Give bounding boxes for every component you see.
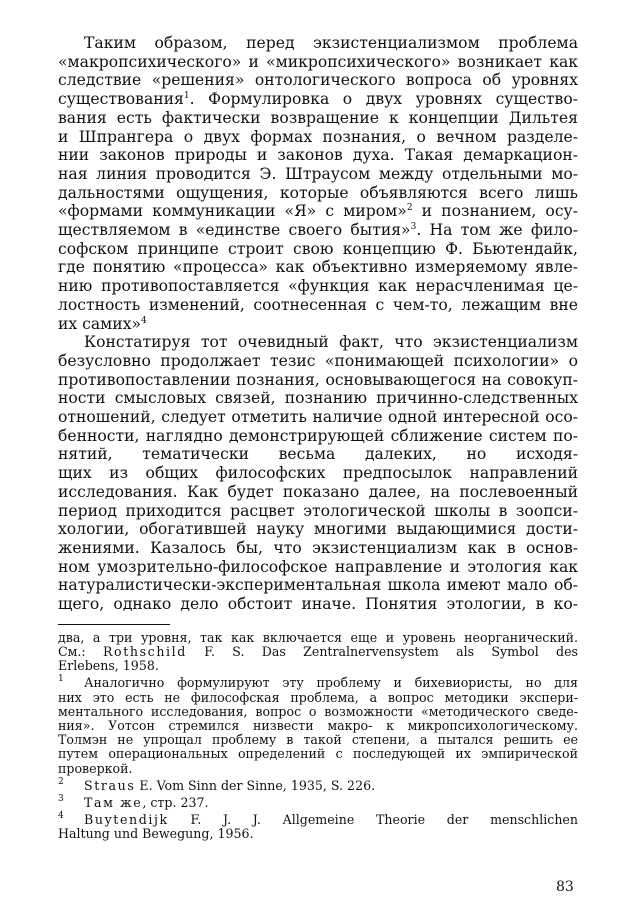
footnote-ref-4: 4 [141, 315, 147, 326]
footnote-1: $^1$ Аналогично формулируют эту проблему и бихевиористы, но для них это есть не философская проблема, а вопрос методики экспери- ментального исследования, вопрос о возможности «методического сведе- ния». Уотсон стремился низвести макро- к микропсихологическому. Толмэн не упрощал проблему в такой степени, а пытался решить ее путем операциональных определений с последующей их эмпирической проверкой. [58, 674, 578, 776]
footnote-continuation: два, а три уровня, так как включается еще и уровень неорганический. См.: Rothschild F. S. Das Zentralnervensystem als Symbol des Erlebens, 1958. [58, 629, 578, 674]
paragraph-2: Констатируя тот очевидный факт, что экзистенциализм безусловно продолжает тезис «понимающей психологии» о противопоставлении познания, основывающегося на совокуп- ности смысловых связей, познанию причинно-следственных отношений, следует отметить наличие одной интересной осо- бенности, наглядно демонстрирующей сближение систем по- нятий, тематически весьма далеких, но исходя- щих из общих философских предпосылок направлений исследования. Как будет показано далее, на послевоенный период приходится расцвет этологической школы в зоопси- хологии, обогатившей науку многими выдающимися дости- жениями. Казалось бы, что экзистенциализм как в основ- ном умозрительно-философское направление и этология как натуралистически-экспериментальная школа имеют мало об- щего, однако дело обстоит иначе. Понятия этологии, в ко- [58, 333, 578, 614]
footnote-4: $^4$ Buytendijk F. J. J. Allgemeine Theorie der menschlichen Haltung und Bewegung, 1956. [58, 811, 578, 842]
footnote-ref-1: 1 [183, 91, 190, 102]
footnote-ref-3: 3 [410, 222, 417, 233]
footnote-divider [58, 624, 170, 625]
paragraph-1: Таким образом, перед экзистенциализмом проблема «макропсихического» и «микропсихического» возникает как следствие «решения» онтологического вопроса об уровнях существования$^1$. Формулировка о двух уровнях существо- вания есть фактически возвращение к концепции Дильтея и Шпрангера о двух формах познания, о вечном разделе- нии законов природы и законов духа. Такая демаркацион- ная линия проводится Э. Штраусом между отдельными мо- дальностями ощущения, которые объявляются всего лишь «формами коммуникации «Я» с миром»$^2$ и познанием, осу- ществляемом в «единстве своего бытия»$^3$. На том же фило- софском принципе строит свою концепцию Ф. Бьютендайк, где понятию «процесса» как объективно измеряемому явле- нию противопоставляется «функция как нерасчленимая це- лостность изменений, соотнесенная с чем-то, лежащим вне их самих»$^4$ [58, 34, 579, 333]
footnote-2: $^2$ Straus E. Vom Sinn der Sinne, 1935, S. 226. [58, 776, 376, 793]
page-number: 83 [556, 879, 574, 895]
footnote-3: $^3$ Там же, стр. 237. [58, 794, 209, 811]
page-body [58, 34, 578, 842]
footnote-ref-2: 2 [406, 203, 413, 214]
